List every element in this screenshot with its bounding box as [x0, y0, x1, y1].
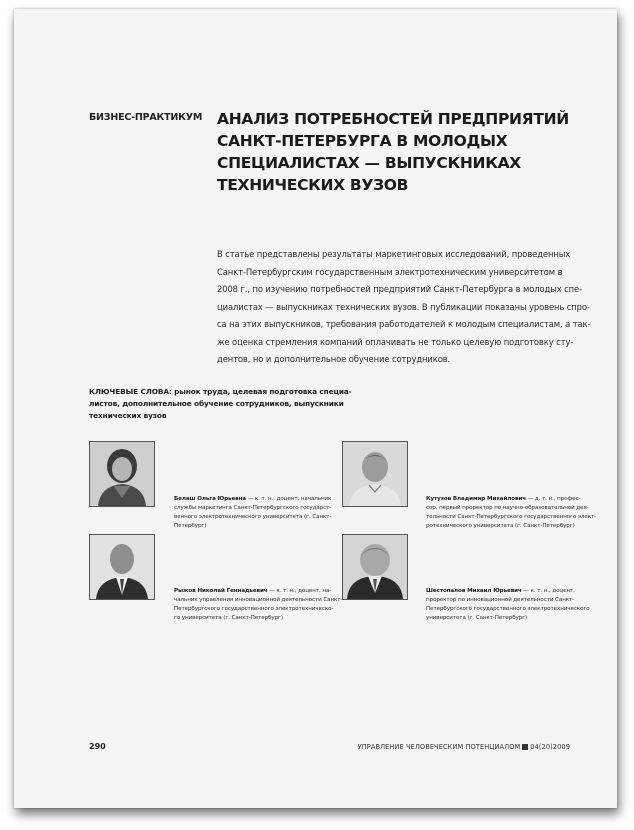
abstract-line: Санкт-Петербургским государственным электротехническим университетом в	[217, 266, 563, 277]
author-photo-kutuzov	[342, 441, 408, 507]
keywords	[89, 386, 352, 422]
author-name: Кутузов Владимир Михайлович	[426, 496, 527, 502]
abstract-line: дентов, но и дополнительное обучение сотрудников.	[217, 354, 451, 364]
author-photo-belash	[89, 441, 155, 507]
square-bullet-icon	[522, 744, 528, 750]
abstract	[217, 246, 589, 369]
keywords-line: КЛЮЧЕВЫЕ СЛОВА: рынок труда, целевая подготовка специа-	[89, 387, 352, 396]
article-title	[217, 108, 569, 196]
page-number: 290	[89, 742, 106, 751]
author-name: Белаш Ольга Юрьевна	[174, 496, 247, 502]
journal-name: УПРАВЛЕНИЕ ЧЕЛОВЕЧЕСКИМ ПОТЕНЦИАЛОМ	[357, 743, 521, 751]
abstract-line: са на этих выпускников, требования работодателей к молодым специалистам, а так-	[217, 319, 591, 329]
author-bio-shestopalov: Шестопалов Михаил Юрьевич — к. т. н., доцент, проректор по инновационной деятельности Санкт- Петербургского государственного электротехнического университета (г. Санкт-Петербург)	[426, 588, 590, 621]
author-photo-shestopalov	[342, 534, 408, 600]
author-name: Шестопалов Михаил Юрьевич	[426, 588, 522, 594]
keywords-line: листов, дополнительное обучение сотрудников, выпускники	[89, 399, 344, 408]
journal-issue: 04(20)2009	[530, 743, 570, 751]
author-photo-ryzhov	[89, 534, 155, 600]
author-bio-ryzhov: Рыжов Николай Геннадьевич — к. т. н., доцент, на- чальник управления инновационной деятельности Санкт- Петербургского государственного электротехническо- го университета (г. Санкт-Петербург)	[174, 588, 343, 621]
abstract-line: же оценка стремления компаний оплачивать не только целевую подготовку сту-	[217, 336, 574, 347]
abstract-line: В статье представлены результаты маркетинговых исследований, проведенных	[217, 249, 571, 259]
title-line: ТЕХНИЧЕСКИХ ВУЗОВ	[217, 176, 409, 194]
author-name: Рыжов Николай Геннадьевич	[174, 588, 268, 594]
journal-page	[14, 9, 617, 808]
author-bio-kutuzov: Кутузов Владимир Михайлович — д. т. н., профес- сор, первый проректор по научно-образовательной дея- тельности Санкт-Петербургского государственного элект- ротехнического университета (г. Санкт-Петербург)	[426, 496, 597, 529]
abstract-line: 2008 г., по изучению потребностей предприятий Санкт-Петербурга в молодых спе-	[217, 284, 583, 294]
keywords-line: технических вузов	[89, 411, 167, 420]
journal-footer	[358, 743, 570, 751]
section-label: БИЗНЕС-ПРАКТИКУМ	[89, 112, 203, 123]
title-line: СПЕЦИАЛИСТАХ — ВЫПУСКНИКАХ	[217, 154, 521, 172]
title-line: САНКТ-ПЕТЕРБУРГА В МОЛОДЫХ	[217, 132, 508, 150]
abstract-line: циалистах — выпускниках технических вузов. В публикации показаны уровень спро-	[217, 301, 590, 312]
author-bio-belash: Белаш Ольга Юрьевна — к. т. н., доцент, начальник службы маркетинга Санкт-Петербургского государст- венного электротехнического университета (г. Санкт- Петербург)	[174, 496, 332, 529]
title-line: АНАЛИЗ ПОТРЕБНОСТЕЙ ПРЕДПРИЯТИЙ	[217, 110, 569, 128]
